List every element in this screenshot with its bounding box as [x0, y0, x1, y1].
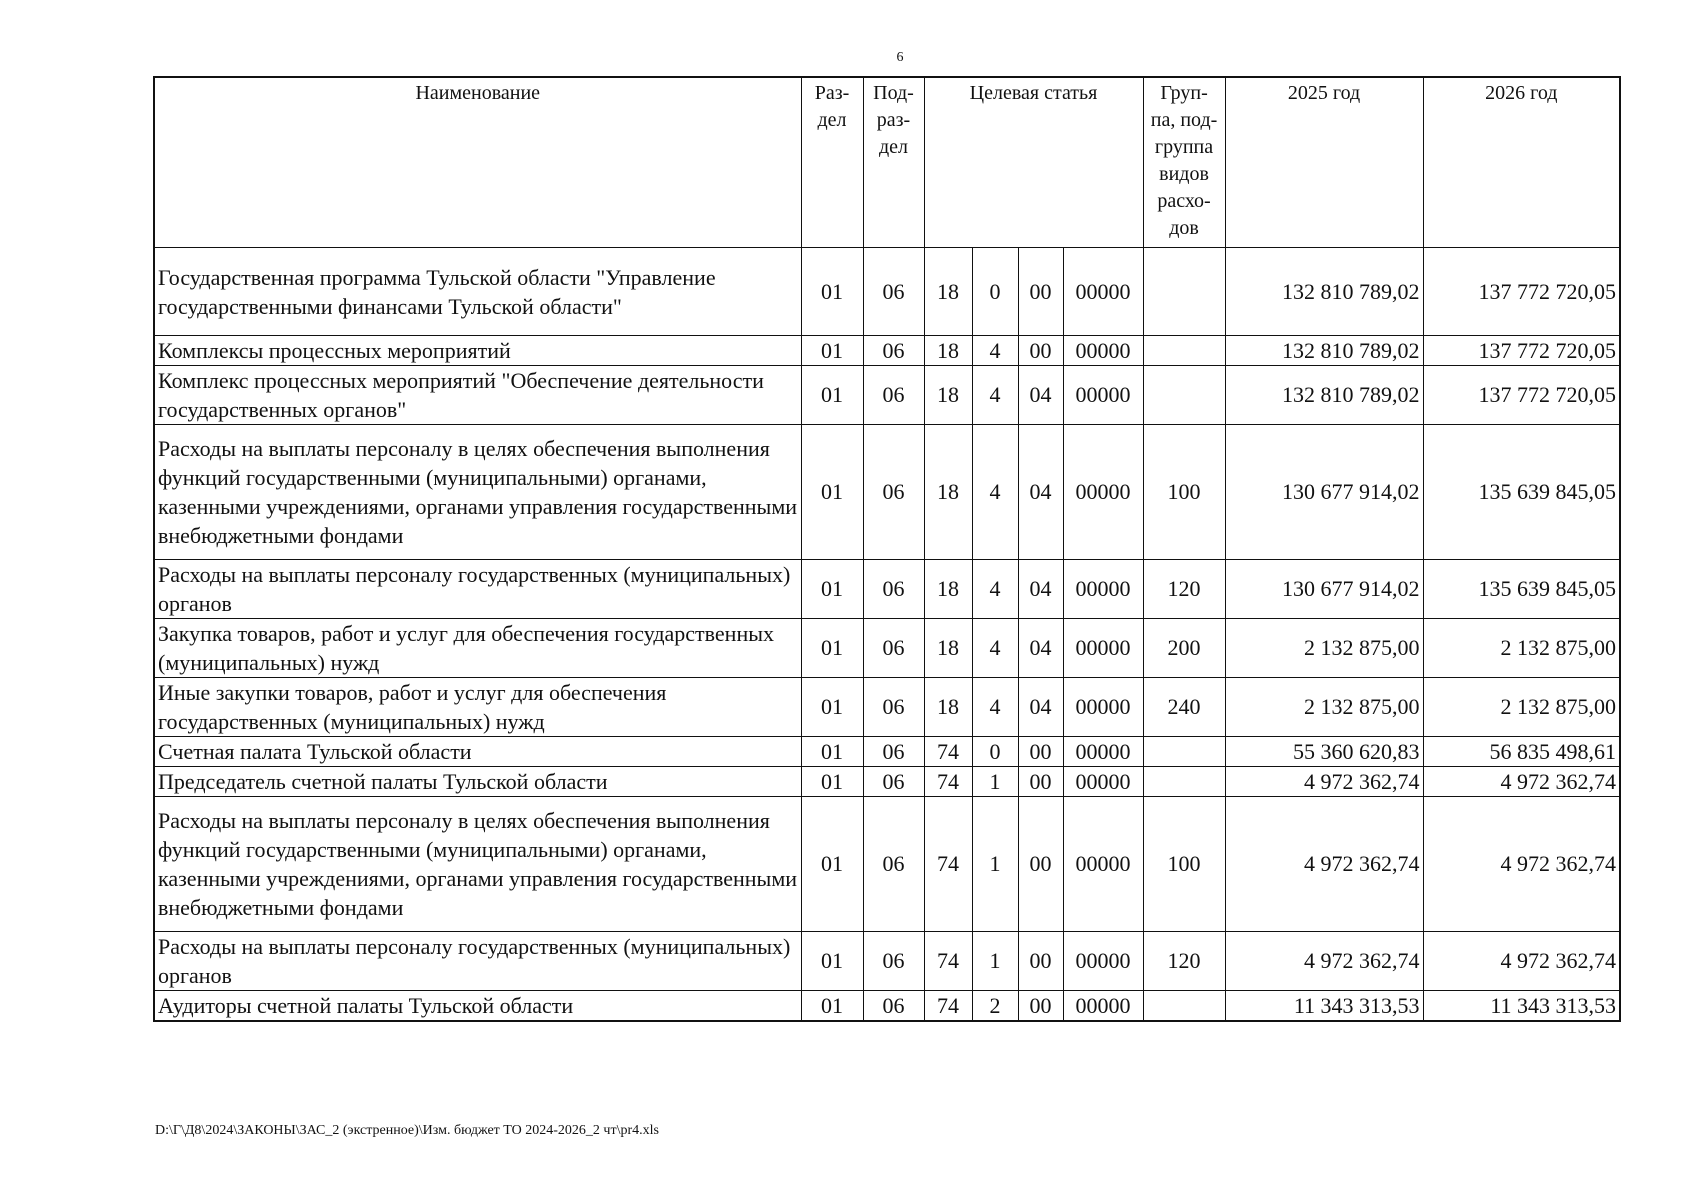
cell-group [1143, 737, 1225, 767]
table-body [154, 248, 1620, 1022]
cell-y2025: 4 972 362,74 [1225, 767, 1423, 797]
budget-table [153, 76, 1621, 1022]
cell-y2026: 11 343 313,53 [1423, 991, 1620, 1022]
table-row [154, 678, 1620, 737]
header-group-label: Груп- па, под- группа видов расхо- дов [1150, 82, 1218, 239]
cell-ct1: 18 [924, 336, 972, 366]
table-row [154, 737, 1620, 767]
header-section-label: Раз- дел [814, 82, 850, 131]
cell-y2026: 137 772 720,05 [1423, 248, 1620, 336]
cell-subsection: 06 [863, 991, 924, 1022]
cell-ct3: 00 [1018, 336, 1063, 366]
header-year-2025-label: 2025 год [1287, 82, 1361, 104]
header-target-article [924, 77, 1143, 248]
cell-section: 01 [801, 797, 863, 932]
cell-name: Расходы на выплаты персоналу государственных (муниципальных) органов [154, 932, 801, 991]
cell-y2025: 130 677 914,02 [1225, 560, 1423, 619]
cell-name: Председатель счетной палаты Тульской области [154, 767, 801, 797]
cell-ct2: 2 [972, 991, 1018, 1022]
cell-ct3: 00 [1018, 932, 1063, 991]
cell-subsection: 06 [863, 366, 924, 425]
cell-ct4: 00000 [1063, 991, 1143, 1022]
cell-y2026: 56 835 498,61 [1423, 737, 1620, 767]
cell-y2025: 11 343 313,53 [1225, 991, 1423, 1022]
cell-name: Комплексы процессных мероприятий [154, 336, 801, 366]
cell-group [1143, 366, 1225, 425]
cell-ct3: 00 [1018, 991, 1063, 1022]
cell-group: 100 [1143, 425, 1225, 560]
cell-ct1: 74 [924, 767, 972, 797]
cell-ct2: 4 [972, 366, 1018, 425]
cell-name: Расходы на выплаты персоналу в целях обеспечения выполнения функций государственными (муниципальными) органами, казенными учреждениями, органами управления государственными внебюджетными фондами [154, 797, 801, 932]
cell-ct1: 18 [924, 425, 972, 560]
cell-ct4: 00000 [1063, 336, 1143, 366]
cell-section: 01 [801, 991, 863, 1022]
table-row [154, 425, 1620, 560]
cell-section: 01 [801, 619, 863, 678]
cell-name: Государственная программа Тульской области "Управление государственными финансами Тульской области" [154, 248, 801, 336]
cell-subsection: 06 [863, 336, 924, 366]
cell-ct4: 00000 [1063, 619, 1143, 678]
cell-ct1: 18 [924, 248, 972, 336]
cell-ct1: 74 [924, 991, 972, 1022]
cell-y2026: 135 639 845,05 [1423, 425, 1620, 560]
cell-group: 120 [1143, 560, 1225, 619]
cell-y2025: 4 972 362,74 [1225, 932, 1423, 991]
cell-group [1143, 336, 1225, 366]
cell-name: Закупка товаров, работ и услуг для обеспечения государственных (муниципальных) нужд [154, 619, 801, 678]
table-header [154, 77, 1620, 248]
cell-ct4: 00000 [1063, 932, 1143, 991]
cell-group: 120 [1143, 932, 1225, 991]
cell-y2025: 132 810 789,02 [1225, 248, 1423, 336]
cell-name: Комплекс процессных мероприятий "Обеспечение деятельности государственных органов" [154, 366, 801, 425]
cell-y2026: 4 972 362,74 [1423, 767, 1620, 797]
table-row [154, 248, 1620, 336]
table-row [154, 767, 1620, 797]
cell-y2025: 55 360 620,83 [1225, 737, 1423, 767]
cell-subsection: 06 [863, 797, 924, 932]
cell-ct2: 4 [972, 678, 1018, 737]
cell-group: 240 [1143, 678, 1225, 737]
cell-ct2: 1 [972, 932, 1018, 991]
cell-group [1143, 248, 1225, 336]
cell-subsection: 06 [863, 737, 924, 767]
cell-ct3: 04 [1018, 678, 1063, 737]
cell-section: 01 [801, 932, 863, 991]
cell-ct2: 4 [972, 619, 1018, 678]
cell-ct1: 74 [924, 737, 972, 767]
footer-file-path: D:\Г\Д8\2024\ЗАКОНЫ\ЗАС_2 (экстренное)\Изм. бюджет ТО 2024-2026_2 чт\pr4.xls [155, 1123, 659, 1138]
cell-ct4: 00000 [1063, 366, 1143, 425]
header-year-2025 [1225, 77, 1423, 248]
cell-section: 01 [801, 336, 863, 366]
cell-y2025: 130 677 914,02 [1225, 425, 1423, 560]
cell-group [1143, 991, 1225, 1022]
header-name-label: Наименование [415, 82, 541, 104]
cell-section: 01 [801, 767, 863, 797]
cell-ct3: 04 [1018, 425, 1063, 560]
table-row [154, 991, 1620, 1022]
table-row [154, 932, 1620, 991]
cell-ct3: 04 [1018, 560, 1063, 619]
cell-ct1: 18 [924, 678, 972, 737]
cell-ct1: 18 [924, 366, 972, 425]
cell-ct2: 4 [972, 425, 1018, 560]
cell-section: 01 [801, 425, 863, 560]
cell-y2025: 132 810 789,02 [1225, 336, 1423, 366]
cell-ct4: 00000 [1063, 767, 1143, 797]
cell-y2025: 132 810 789,02 [1225, 366, 1423, 425]
page-number: 6 [896, 50, 904, 65]
header-section [801, 77, 863, 248]
cell-subsection: 06 [863, 767, 924, 797]
cell-y2026: 2 132 875,00 [1423, 678, 1620, 737]
header-subsection [863, 77, 924, 248]
cell-subsection: 06 [863, 619, 924, 678]
cell-name: Счетная палата Тульской области [154, 737, 801, 767]
cell-group: 100 [1143, 797, 1225, 932]
cell-y2026: 137 772 720,05 [1423, 366, 1620, 425]
table-row [154, 560, 1620, 619]
cell-name: Расходы на выплаты персоналу в целях обеспечения выполнения функций государственными (муниципальными) органами, казенными учреждениями, органами управления государственными внебюджетными фондами [154, 425, 801, 560]
cell-ct2: 4 [972, 336, 1018, 366]
cell-section: 01 [801, 678, 863, 737]
header-year-2026-label: 2026 год [1485, 82, 1558, 104]
cell-ct2: 1 [972, 767, 1018, 797]
cell-y2025: 2 132 875,00 [1225, 619, 1423, 678]
cell-subsection: 06 [863, 678, 924, 737]
cell-section: 01 [801, 248, 863, 336]
cell-name: Расходы на выплаты персоналу государственных (муниципальных) органов [154, 560, 801, 619]
cell-y2026: 137 772 720,05 [1423, 336, 1620, 366]
cell-section: 01 [801, 560, 863, 619]
cell-group [1143, 767, 1225, 797]
cell-ct3: 04 [1018, 366, 1063, 425]
header-name [154, 77, 801, 248]
cell-ct4: 00000 [1063, 560, 1143, 619]
table-row [154, 619, 1620, 678]
cell-ct2: 1 [972, 797, 1018, 932]
cell-ct3: 00 [1018, 767, 1063, 797]
cell-subsection: 06 [863, 560, 924, 619]
cell-ct1: 74 [924, 932, 972, 991]
cell-ct1: 18 [924, 619, 972, 678]
header-subsection-label: Под- раз- дел [873, 82, 914, 158]
table-row [154, 797, 1620, 932]
cell-ct4: 00000 [1063, 425, 1143, 560]
cell-subsection: 06 [863, 248, 924, 336]
cell-ct2: 4 [972, 560, 1018, 619]
cell-ct4: 00000 [1063, 797, 1143, 932]
cell-subsection: 06 [863, 425, 924, 560]
table-row [154, 336, 1620, 366]
cell-ct1: 74 [924, 797, 972, 932]
cell-ct3: 00 [1018, 248, 1063, 336]
cell-section: 01 [801, 737, 863, 767]
cell-name: Аудиторы счетной палаты Тульской области [154, 991, 801, 1022]
cell-ct4: 00000 [1063, 678, 1143, 737]
cell-name: Иные закупки товаров, работ и услуг для обеспечения государственных (муниципальных) нужд [154, 678, 801, 737]
header-target-article-label: Целевая статья [969, 82, 1098, 104]
cell-ct3: 00 [1018, 797, 1063, 932]
cell-group: 200 [1143, 619, 1225, 678]
cell-ct3: 04 [1018, 619, 1063, 678]
cell-y2026: 4 972 362,74 [1423, 932, 1620, 991]
header-year-2026 [1423, 77, 1620, 248]
cell-y2026: 2 132 875,00 [1423, 619, 1620, 678]
cell-ct1: 18 [924, 560, 972, 619]
table-row [154, 366, 1620, 425]
cell-y2025: 4 972 362,74 [1225, 797, 1423, 932]
cell-y2026: 135 639 845,05 [1423, 560, 1620, 619]
cell-ct2: 0 [972, 737, 1018, 767]
cell-ct4: 00000 [1063, 248, 1143, 336]
cell-section: 01 [801, 366, 863, 425]
cell-ct2: 0 [972, 248, 1018, 336]
cell-y2026: 4 972 362,74 [1423, 797, 1620, 932]
cell-ct3: 00 [1018, 737, 1063, 767]
cell-ct4: 00000 [1063, 737, 1143, 767]
header-group [1143, 77, 1225, 248]
cell-subsection: 06 [863, 932, 924, 991]
cell-y2025: 2 132 875,00 [1225, 678, 1423, 737]
